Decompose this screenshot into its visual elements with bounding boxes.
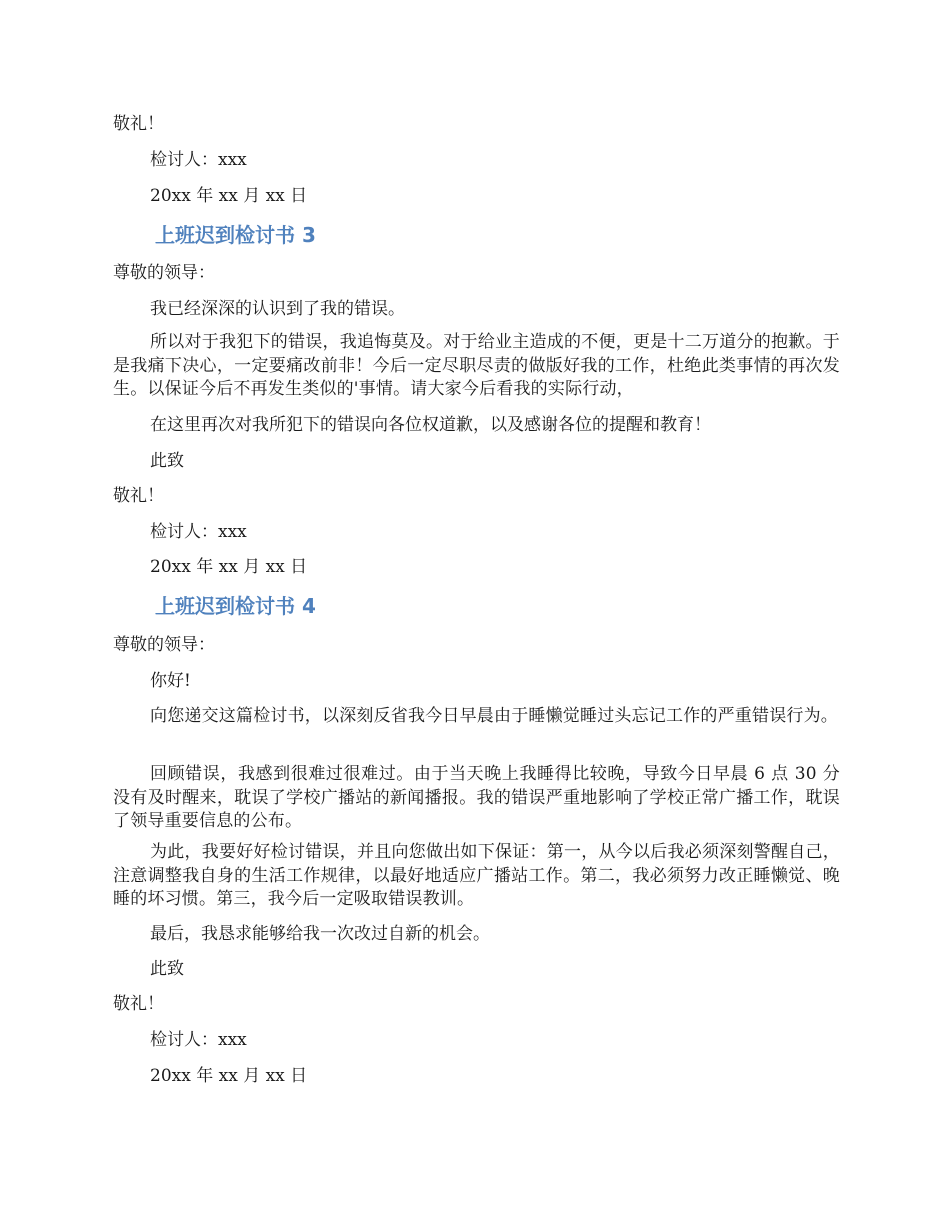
closing: 此致 xyxy=(150,959,184,979)
date: 20xx 年 xx 月 xx 日 xyxy=(150,1066,308,1086)
date: 20xx 年 xx 月 xx 日 xyxy=(150,186,308,206)
section-heading: 上班迟到检讨书 3 xyxy=(155,223,316,247)
salute: 敬礼！ xyxy=(113,994,164,1014)
paragraph: 最后，我恳求能够给我一次改过自新的机会。 xyxy=(150,924,490,944)
greeting: 尊敬的领导： xyxy=(113,263,215,283)
greeting: 尊敬的领导： xyxy=(113,635,215,655)
paragraph: 回顾错误，我感到很难过很难过。由于当天晚上我睡得比较晚，导致今日早晨 6 点 30 分没有及时醒来，耽误了学校广播站的新闻播报。我的错误严重地影响了学校正常广播工作，耽误了领导重要信息的公布。 xyxy=(113,764,840,831)
paragraph: 在这里再次对我所犯下的错误向各位权道歉，以及感谢各位的提醒和教育！ xyxy=(150,415,711,435)
salute: 敬礼！ xyxy=(113,114,164,134)
signer: 检讨人：xxx xyxy=(150,150,247,170)
paragraph: 我已经深深的认识到了我的错误。 xyxy=(150,299,405,319)
section-heading: 上班迟到检讨书 4 xyxy=(155,594,316,618)
signer: 检讨人：xxx xyxy=(150,522,247,542)
closing: 此致 xyxy=(150,451,184,471)
hello: 你好! xyxy=(150,671,191,691)
signer: 检讨人：xxx xyxy=(150,1030,247,1050)
paragraph: 向您递交这篇检讨书，以深刻反省我今日早晨由于睡懒觉睡过头忘记工作的严重错误行为。 xyxy=(150,706,838,726)
paragraph: 所以对于我犯下的错误，我追悔莫及。对于给业主造成的不便，更是十二万道分的抱歉。于是我痛下决心，一定要痛改前非！今后一定尽职尽责的做版好我的工作，杜绝此类事情的再次发生。以保证今后不再发生类似的'事情。请大家今后看我的实际行动， xyxy=(113,332,840,399)
date: 20xx 年 xx 月 xx 日 xyxy=(150,557,308,577)
salute: 敬礼！ xyxy=(113,486,164,506)
paragraph: 为此，我要好好检讨错误，并且向您做出如下保证：第一，从今以后我必须深刻警醒自己，注意调整我自身的生活工作规律，以最好地适应广播站工作。第二，我必须努力改正睡懒觉、晚睡的坏习惯。第三，我今后一定吸取错误教训。 xyxy=(113,842,840,909)
